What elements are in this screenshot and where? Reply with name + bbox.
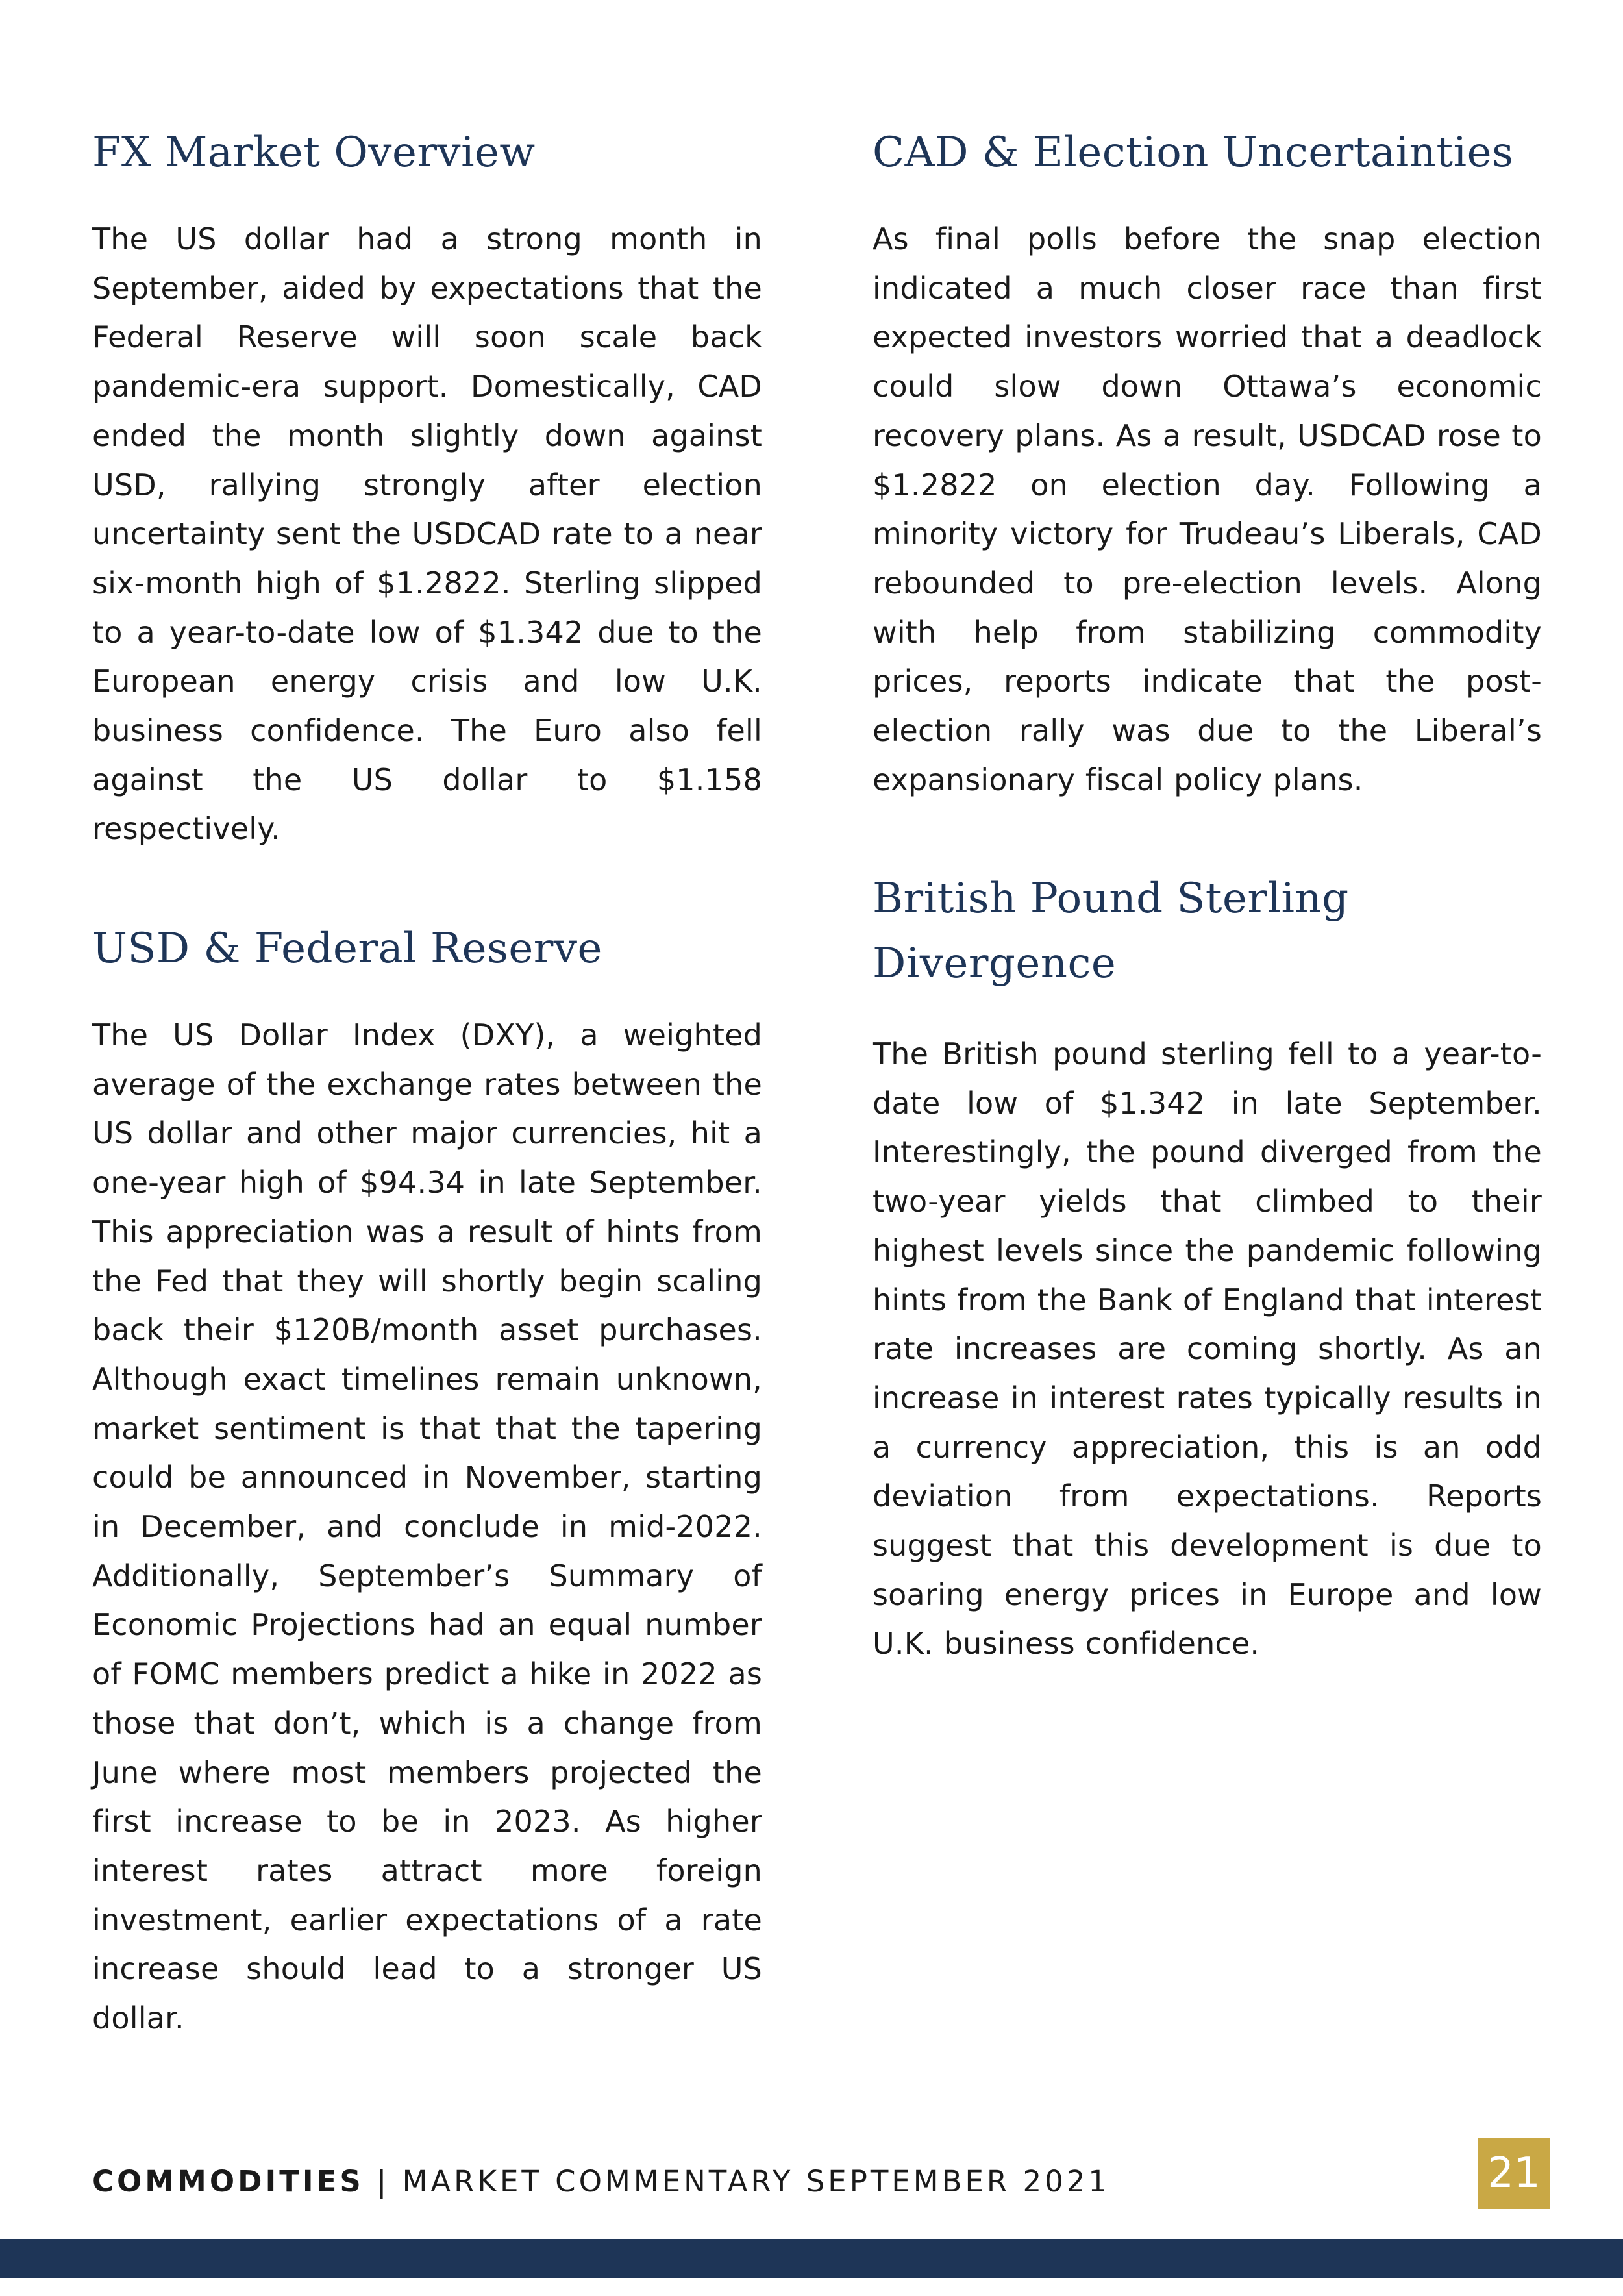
bottom-bar: [0, 2239, 1623, 2278]
paragraph-cad-election: As final polls before the snap election indicated a much closer race than first expected investors worried that a deadlock could slow down Ottawa’s economic recovery plans. As a result, USDCAD rose to $1.2822 on election day. Following a minority victory for Trudeau’s Liberals, CAD rebounded to pre-election levels. Along with help from stabilizing commodity prices, reports indicate that the post-election rally was due to the Liberal’s expansionary fiscal policy plans.: [873, 221, 1542, 797]
heading-british-pound: [873, 866, 1542, 996]
paragraph-fx-market-overview: The US dollar had a strong month in September, aided by expectations that the Federal Reserve will soon scale back pandemic-era support. Domestically, CAD ended the month slightly down against USD, rallying strongly after election uncertainty sent the USDCAD rate to a near six-month high of $1.2822. Sterling slipped to a year-to-date low of $1.342 due to the European energy crisis and low U.K. business confidence. The Euro also fell against the US dollar to $1.158 respectively.: [92, 221, 762, 847]
heading-fx-market-overview: FX Market Overview: [92, 129, 536, 177]
heading-usd-federal-reserve: USD & Federal Reserve: [92, 925, 602, 973]
footer-subtitle: MARKET COMMENTARY SEPTEMBER 2021: [402, 2164, 1110, 2199]
paragraph-usd-federal-reserve: The US Dollar Index (DXY), a weighted average of the exchange rates between the US dollar and other major currencies, hit a one-year high of $94.34 in late September. This appreciation was a result of hints from the Fed that they will shortly begin scaling back their $120B/month asset purchases. Although exact timelines remain unknown, market sentiment is that that the tapering could be announced in November, starting in December, and conclude in mid-2022. Additionally, September’s Summary of Economic Projections had an equal number of FOMC members predict a hike in 2022 as those that don’t, which is a change from June where most members projected the first increase to be in 2023. As higher interest rates attract more foreign investment, earlier expectations of a rate increase should lead to a stronger US dollar.: [92, 1017, 762, 2036]
footer-separator: |: [364, 2164, 403, 2199]
footer-section-label: COMMODITIES: [92, 2164, 364, 2199]
paragraph-british-pound: The British pound sterling fell to a year-to-date low of $1.342 in late September. Interestingly, the pound diverged from the two-year yields that climbed to their highest levels since the pandemic following hints from the Bank of England that interest rate increases are coming shortly. As an increase in interest rates typically results in a currency appreciation, this is an odd deviation from expectations. Reports suggest that this development is due to soaring energy prices in Europe and low U.K. business confidence.: [873, 1036, 1542, 1662]
heading-british-pound-line1: British Pound Sterling: [873, 875, 1349, 923]
page-number-badge: 21: [1478, 2138, 1550, 2209]
heading-british-pound-line2: Divergence: [873, 940, 1117, 988]
heading-cad-election: CAD & Election Uncertainties: [873, 129, 1514, 177]
footer-caption: [92, 2162, 1110, 2201]
